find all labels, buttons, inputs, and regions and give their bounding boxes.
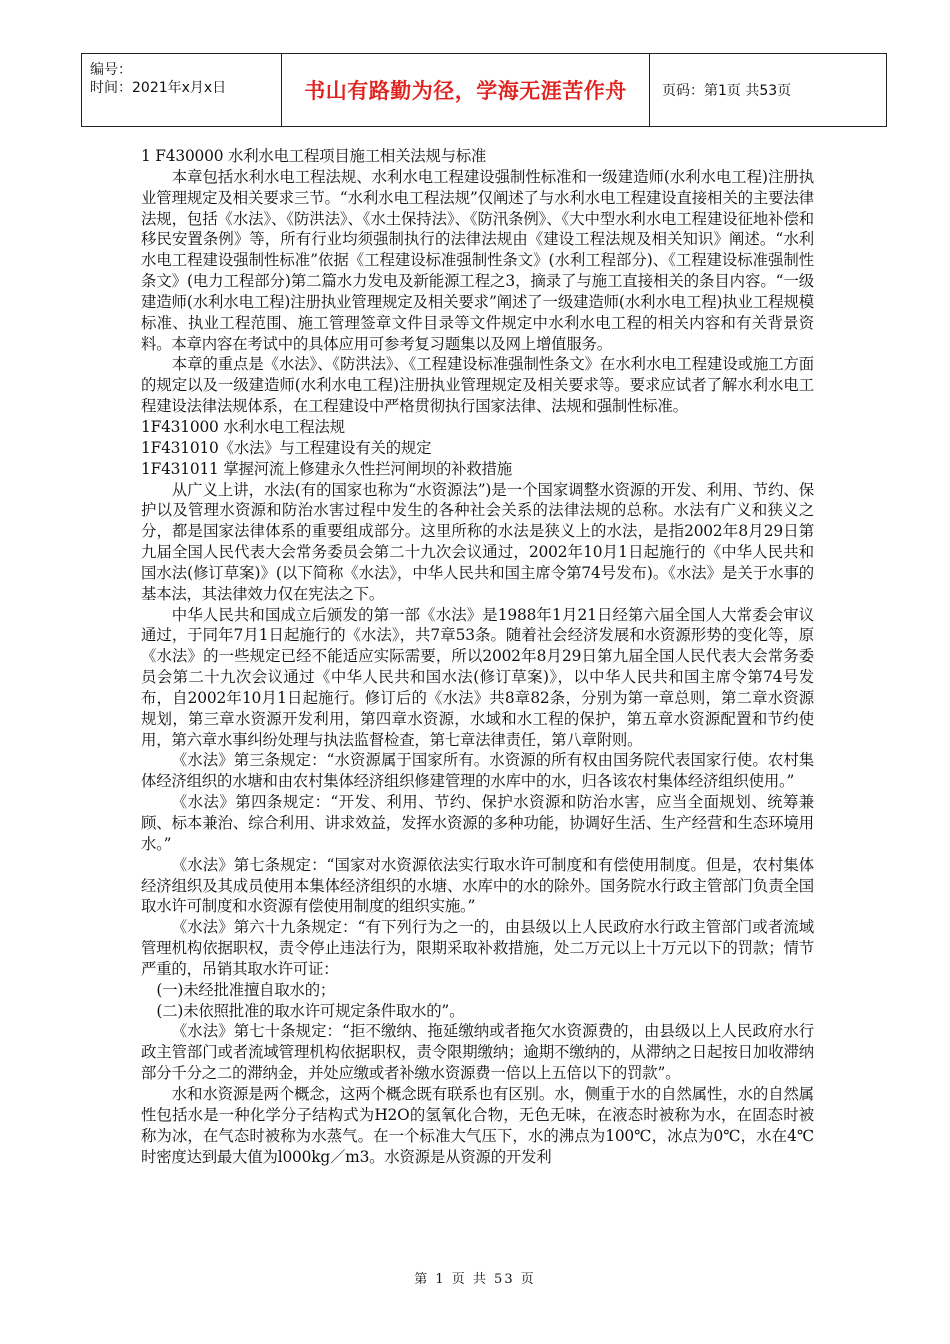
section-heading: 1F431011 掌握河流上修建永久性拦河闸坝的补救措施: [141, 459, 512, 478]
section-heading: 1F431000 水利水电工程法规: [141, 417, 345, 436]
doc-time-label: 时间：2021年x月x日: [90, 80, 227, 96]
doc-number-label: 编号：: [90, 62, 132, 78]
footer-page-number: 第 1 页 共 53 页: [414, 1272, 536, 1287]
document-body: [141, 146, 814, 1167]
paragraph: 本章包括水利水电工程法规、水利水电工程建设强制性标准和一级建造师(水利水电工程)注册执业管理规定及相关要求三节。“水利水电工程法规”仅阐述了与水利水电工程建设直接相关的主要法律法规，包括《水法》、《防洪法》、《水土保持法》、《防汛条例》、《大中型水利水电工程建设征地补偿和移民安置条例》等，所有行业均须强制执行的法律法规由《建设工程法规及相关知识》阐述。“水利水电工程建设强制性标准”依据《工程建设标准强制性条文》(水利工程部分)、《工程建设标准强制性条文》(电力工程部分)第二篇水力发电及新能源工程之3，摘录了与施工直接相关的条目内容。“一级建造师(水利水电工程)注册执业管理规定及相关要求”阐述了一级建造师(水利水电工程)执业工程规模标准、执业工程范围、施工管理签章文件目录等文件规定中水利水电工程的相关内容和有关背景资料。本章内容在考试中的具体应用可参考复习题集以及网上增值服务。: [141, 167, 814, 353]
paragraph: 《水法》第四条规定：“开发、利用、节约、保护水资源和防治水害，应当全面规划、统筹兼顾、标本兼治、综合利用、讲求效益，发挥水资源的多种功能，协调好生活、生产经营和生态环境用水。”: [141, 793, 814, 853]
paragraph: 中华人民共和国成立后颁发的第一部《水法》是1988年1月21日经第六届全国人大常委会审议通过，于同年7月1日起施行的《水法》，共7章53条。随着社会经济发展和水资源形势的变化等，原《水法》的一些规定已经不能适应实际需要，所以2002年8月29日第九届全国人民代表大会常务委员会第二十九次会议通过《中华人民共和国水法(修订草案)》，以中华人民共和国主席令第74号发布，自2002年10月1日起施行。修订后的《水法》共8章82条，分别为第一章总则，第二章水资源规划，第三章水资源开发利用，第四章水资源，水域和水工程的保护，第五章水资源配置和节约使用，第六章水事纠纷处理与执法监督检查，第七章法律责任，第八章附则。: [141, 605, 814, 749]
paragraph: 《水法》第七条规定：“国家对水资源依法实行取水许可制度和有偿使用制度。但是，农村集体经济组织及其成员使用本集体经济组织的水塘、水库中的水的除外。国务院水行政主管部门负责全国取水许可制度和水资源有偿使用制度的组织实施。”: [141, 855, 814, 916]
list-item: (二)未依照批准的取水许可规定条件取水的”。: [156, 1001, 465, 1020]
motto-text: 书山有路勤为径，学海无涯苦作舟: [304, 79, 627, 103]
paragraph: 《水法》第七十条规定：“拒不缴纳、拖延缴纳或者拖欠水资源费的，由县级以上人民政府水行政主管部门或者流域管理机构依据职权，责令限期缴纳；逾期不缴纳的，从滞纳之日起按日加收滞纳部分千分之二的滞纳金，并处应缴或者补缴水资源费一倍以上五倍以下的罚款”。: [141, 1022, 814, 1083]
chapter-title: 1 F430000 水利水电工程项目施工相关法规与标准: [141, 147, 487, 165]
page-footer: [0, 1268, 950, 1287]
header-meta: [82, 54, 282, 126]
paragraph: 本章的重点是《水法》、《防洪法》、《工程建设标准强制性条文》在水利水电工程建设或施工方面的规定以及一级建造师(水利水电工程)注册执业管理规定及相关要求等。要求应试者了解水利水电工程建设法律法规体系，在工程建设中严格贯彻执行国家法律、法规和强制性标准。: [141, 355, 814, 416]
page-count-label: 页码：第1页 共53页: [662, 83, 792, 99]
section-heading: 1F431010《水法》与工程建设有关的规定: [141, 438, 432, 457]
header-motto: [282, 54, 650, 126]
header-page: [650, 54, 886, 126]
paragraph: 《水法》第六十九条规定：“有下列行为之一的，由县级以上人民政府水行政主管部门或者流域管理机构依据职权，责令停止违法行为，限期采取补救措施，处二万元以上十万元以下的罚款；情节严重的，吊销其取水许可证：: [141, 918, 814, 978]
list-item: (一)未经批准擅自取水的；: [156, 980, 336, 999]
paragraph: 《水法》第三条规定：“水资源属于国家所有。水资源的所有权由国务院代表国家行使。农村集体经济组织的水塘和由农村集体经济组织修建管理的水库中的水，归各该农村集体经济组织使用。”: [141, 751, 814, 791]
paragraph: 水和水资源是两个概念，这两个概念既有联系也有区别。水，侧重于水的自然属性，水的自然属性包括水是一种化学分子结构式为H2O的氢氧化合物，无色无味，在液态时被称为水，在固态时被称为冰，在气态时被称为水蒸气。在一个标准大气压下，水的沸点为100℃，冰点为0℃，水在4℃时密度达到最大值为l000kg／m3。水资源是从资源的开发利: [141, 1084, 814, 1166]
page-header: [81, 53, 887, 127]
paragraph: 从广义上讲，水法(有的国家也称为“水资源法”)是一个国家调整水资源的开发、利用、节约、保护以及管理水资源和防治水害过程中发生的各种社会关系的法律法规的总称。水法有广义和狭义之分，都是国家法律体系的重要组成部分。这里所称的水法是狭义上的水法，是指2002年8月29日第九届全国人民代表大会常务委员会第二十九次会议通过，2002年10月1日起施行的《中华人民共和国水法(修订草案)》(以下简称《水法》，中华人民共和国主席令第74号发布)。《水法》是关于水事的基本法，其法律效力仅在宪法之下。: [141, 480, 814, 603]
